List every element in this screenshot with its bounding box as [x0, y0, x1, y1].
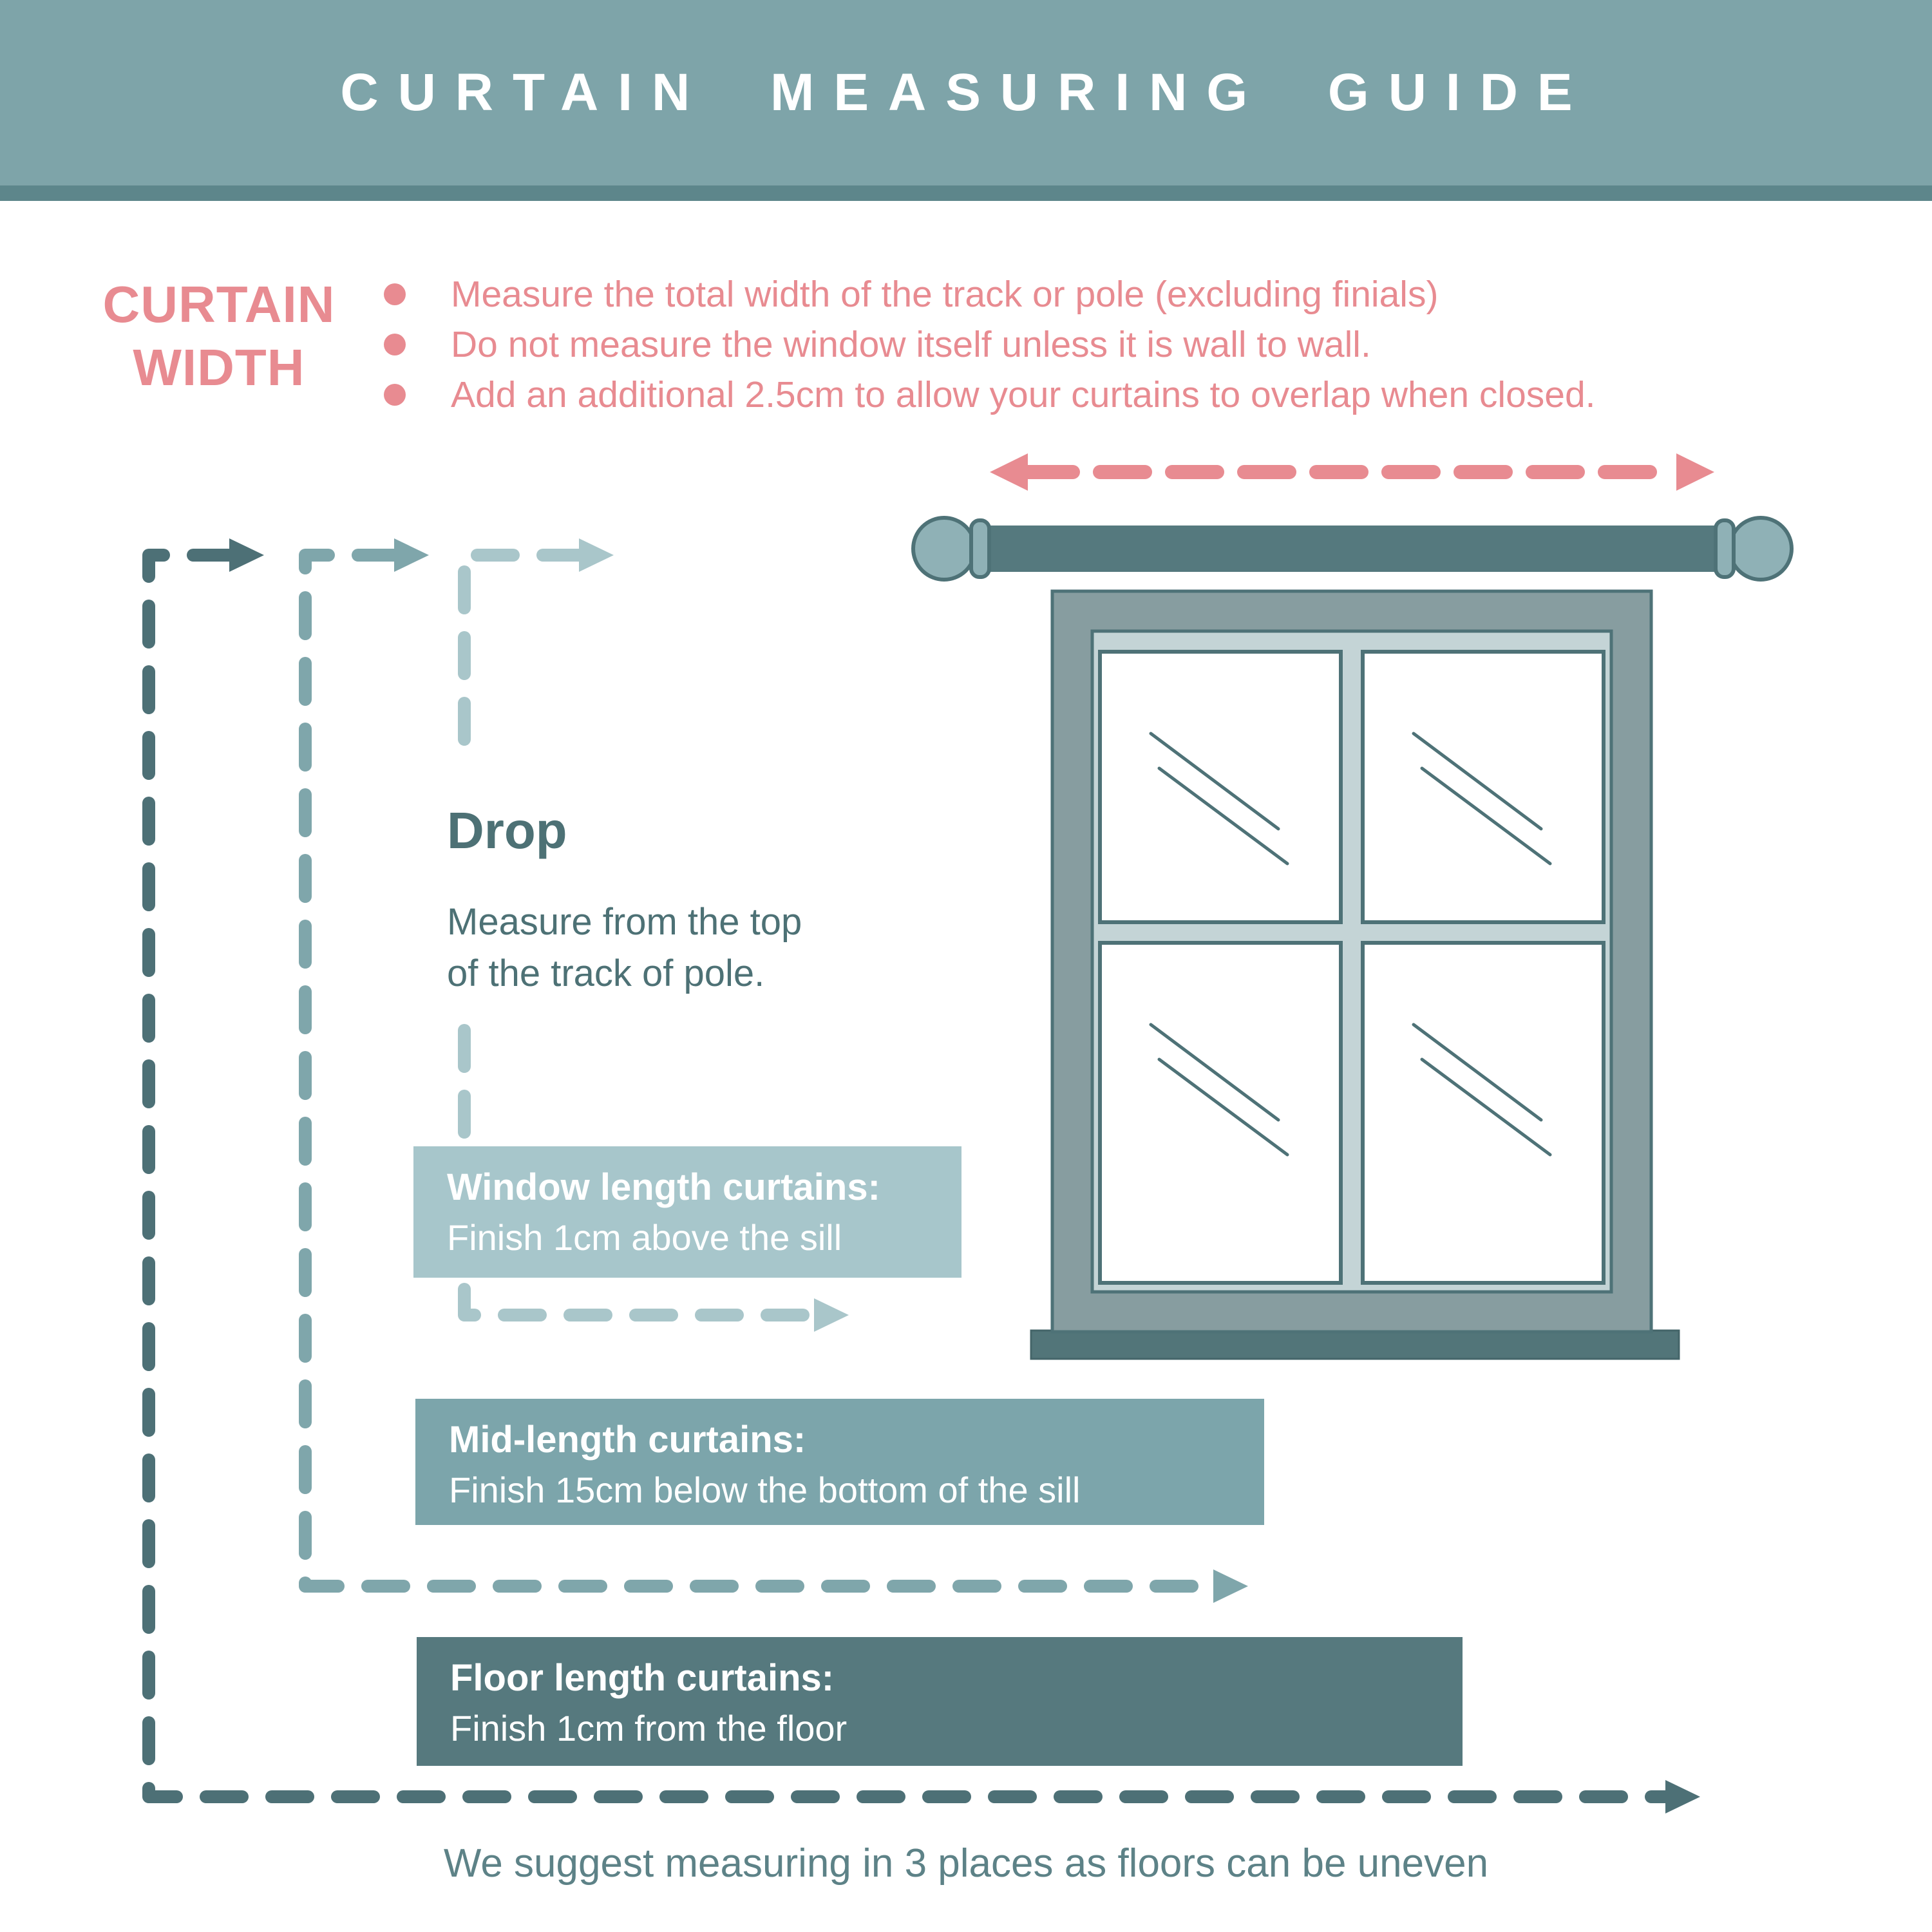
list-item — [384, 319, 1596, 370]
width-measure-arrow — [990, 453, 1714, 491]
width-arrow-left-head — [990, 453, 1028, 491]
pole-left-finial — [913, 518, 975, 580]
curtain-width-bullet-list — [384, 269, 1596, 420]
window-length-box — [413, 1146, 961, 1278]
curtain-pole-illustration — [913, 518, 1792, 580]
bullet-icon — [384, 384, 406, 406]
bullet-text: Measure the total width of the track or pole (excluding finials) — [451, 274, 1439, 315]
floor-drop-end-arrow — [1665, 1780, 1700, 1814]
window-drop-top-arrow — [579, 538, 614, 572]
bullet-text: Add an additional 2.5cm to allow your curtains to overlap when closed. — [451, 374, 1596, 415]
drop-description-line2: of the track of pole. — [447, 952, 765, 994]
window-pane-bottom-right — [1363, 943, 1604, 1283]
list-item — [384, 269, 1596, 319]
drop-description — [447, 896, 802, 999]
curtain-width-label-line1: CURTAIN — [102, 276, 336, 333]
mid-length-subtitle: Finish 15cm below the bottom of the sill — [449, 1470, 1081, 1510]
drop-heading: Drop — [447, 802, 567, 859]
footer-note: We suggest measuring in 3 places as floors can be uneven — [443, 1841, 1489, 1886]
curtain-width-label-line2: WIDTH — [133, 339, 305, 396]
floor-length-subtitle: Finish 1cm from the floor — [450, 1708, 848, 1748]
window-drop-dashes-top — [464, 555, 579, 746]
window-illustration — [1031, 591, 1679, 1359]
bullet-icon — [384, 334, 406, 355]
bullet-text: Do not measure the window itself unless it is wall to wall. — [451, 324, 1371, 365]
window-sill — [1031, 1331, 1679, 1359]
page-title: CURTAIN MEASURING GUIDE — [340, 63, 1592, 122]
window-drop-end-arrow — [814, 1298, 849, 1332]
mid-length-title: Mid-length curtains: — [449, 1419, 806, 1461]
width-arrow-right-head — [1676, 453, 1714, 491]
window-drop-dashes-bottom — [464, 1289, 814, 1315]
pole-right-finial — [1730, 518, 1792, 580]
window-length-title: Window length curtains: — [447, 1166, 880, 1208]
mid-drop-end-arrow — [1213, 1569, 1248, 1603]
window-pane-bottom-left — [1100, 943, 1341, 1283]
list-item — [384, 370, 1596, 420]
pole-right-collar — [1716, 520, 1734, 577]
curtain-width-label — [84, 273, 354, 399]
pole-left-collar — [971, 520, 989, 577]
mid-drop-top-arrow — [394, 538, 429, 572]
floor-drop-top-arrow — [229, 538, 264, 572]
pole-bar — [984, 526, 1718, 572]
drop-description-line1: Measure from the top — [447, 901, 802, 943]
floor-length-title: Floor length curtains: — [450, 1657, 835, 1699]
mid-length-box — [415, 1399, 1264, 1525]
floor-length-box — [417, 1637, 1463, 1766]
window-length-subtitle: Finish 1cm above the sill — [447, 1217, 842, 1258]
bullet-icon — [384, 283, 406, 305]
